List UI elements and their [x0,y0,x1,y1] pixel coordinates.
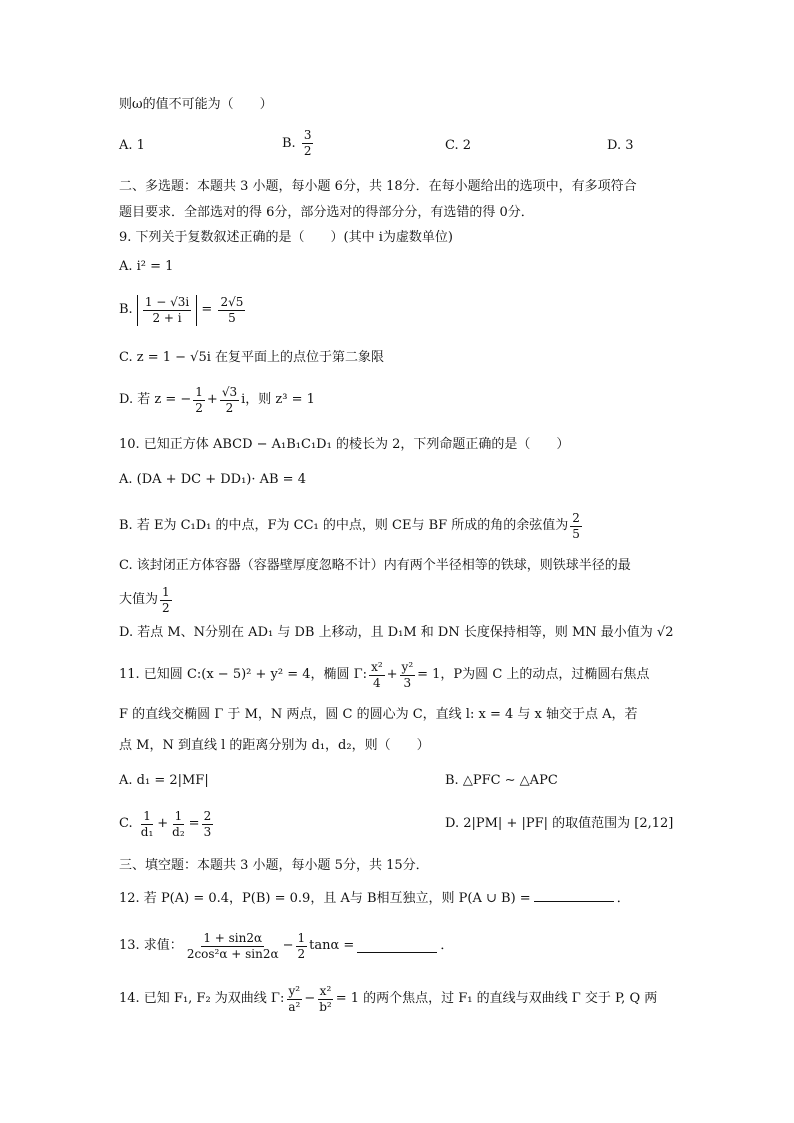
absolute-value: $\frac{1 - √3i}{2 + i}$ [137,295,197,326]
q11-stem: 11. 已知圆 C:(x − 5)² + y² = 4，椭圆 Γ: $\frac{\text{x²}}{4}$ + $\frac{\text{y²}}{3}$ = 1，P为圆 C 上的动点，过椭圆右焦点 [119,659,650,690]
q14: 14. 已知 F₁, F₂ 为双曲线 Γ: $\frac{\text{y²}}{\text{a²}}$ − $\frac{\text{x²}}{\text{b²}}$ = 1 的两个焦点，过 F₁ 的直线与双曲线 Γ 交于 P, Q 两 [119,983,658,1014]
section2-heading-cont: 题目要求．全部选对的得 6分，部分选对的得部分分，有选错的得 0分． [119,205,534,220]
q8-option-a: A. 1 [119,138,145,153]
q9-option-d: D. 若 z = − $\frac{1}{2}$ + $\frac{√3}{2}$ i，则 z³ = 1 [119,384,315,415]
q10-option-d: D. 若点 M、N分别在 AD₁ 与 DB 上移动，且 D₁M 和 DN 长度保持相等，则 MN 最小值为 √2 [119,625,674,640]
q10-option-c: C. 该封闭正方体容器（容器壁厚度忽略不计）内有两个半径相等的铁球，则铁球半径的最 [119,558,631,573]
q8-option-b [282,128,315,159]
q13: 13. 求值： $\frac{1 + \sin 2\alpha}{\text{2cos²α + sin2α}}$ − $\frac{1}{2}$ tanα = ． [119,930,454,961]
q12: 12. 若 P(A) = 0.4，P(B) = 0.9，且 A与 B相互独立，则 P(A ∪ B) = ． [119,891,630,906]
q10-option-c-cont: 大值为 $\frac{1}{2}$ [119,584,170,615]
fraction: $\frac{3}{2}$ [303,128,312,158]
q8-option-c: C. 2 [445,138,472,153]
answer-blank[interactable] [357,940,437,953]
answer-blank[interactable] [534,889,614,902]
q11-stem-line3: 点 M，N 到直线 l 的距离分别为 d₁，d₂，则（ ） [119,738,430,753]
q11-option-d: D. 2|PM| + |PF| 的取值范围为 [2,12] [445,816,674,831]
q10-option-a: A. (DA + DC + DD₁)· AB = 4 [119,472,306,487]
q8-stem: 则ω的值不可能为（ ） [119,97,273,112]
q9-option-b: B. $\frac{1 - √3i}{2 + i}$ = $\frac{2√5}{5}$ [119,294,244,325]
section2-heading: 二、多选题：本题共 3 小题，每小题 6分，共 18分．在每小题给出的选项中，有多项符合 [119,179,637,194]
q11-option-b: B. △PFC ∼ △APC [445,773,558,788]
q9-option-a: A. i² = 1 [119,259,174,274]
q10-option-b: B. 若 E为 C₁D₁ 的中点，F为 CC₁ 的中点，则 CE与 BF 所成的角的余弦值为 $\frac{2}{5}$ [119,510,580,541]
q11-option-a: A. d₁ = 2|MF| [119,773,209,788]
q11-option-c: C. $\frac{1}{\text{d₁}}$ + $\frac{1}{\text{d₂}}$ = $\frac{2}{3}$ [119,808,212,839]
fraction: $\frac{2√5}{5}$ [220,294,244,325]
option-label: B. [282,136,296,151]
q9-stem: 9. 下列关于复数叙述正确的是（ ）(其中 i为虚数单位) [119,230,453,245]
q8-option-d: D. 3 [607,138,634,153]
q11-stem-line2: F 的直线交椭圆 Γ 于 M，N 两点，圆 C 的圆心为 C，直线 l: x = 4 与 x 轴交于点 A，若 [119,707,638,722]
q10-stem: 10. 已知正方体 ABCD − A₁B₁C₁D₁ 的棱长为 2，下列命题正确的是（ ） [119,437,570,452]
section3-heading: 三、填空题：本题共 3 小题，每小题 5分，共 15分． [119,858,429,873]
q9-option-c: C. z = 1 − √5i 在复平面上的点位于第二象限 [119,350,385,365]
